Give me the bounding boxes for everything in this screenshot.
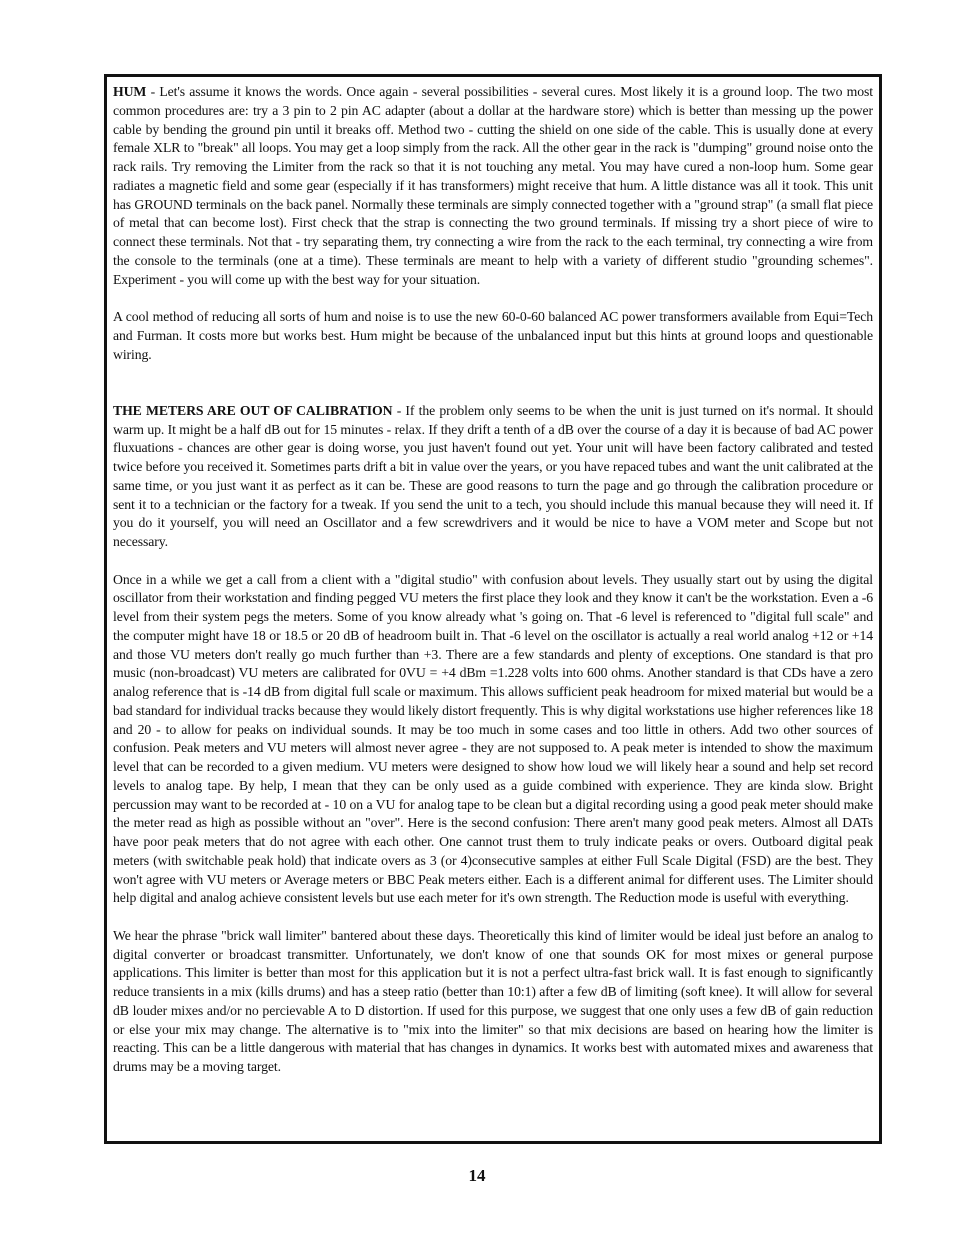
meters-heading: THE METERS ARE OUT OF CALIBRATION	[113, 402, 393, 418]
hum-paragraph-text: - Let's assume it knows the words. Once again - several possibilities - several cures. Most likely it is a ground loop. The two most common procedures are: try a 3 pin to 2 pin AC adapter (about a dollar at the hardware store) which is better than messing up the power cable by bending the ground pin until it breaks off. Method two - cutting the shield on one side of the cable. This is usually done at every female XLR to "break" all loops. You may get a loop simply from the rack. All the other gear in the rack is "dumping" ground noise onto the rack rails. Try removing the Limiter from the rack so that it is not touching any metal. You may have cured a non-loop hum. Some gear radiates a magnetic field and some gear (especially if it has transformers) might receive that hum. A little distance was all it took. This unit has GROUND terminals on the back panel. Normally these terminals are simply connected together with a "ground strap" (a small flat piece of metal that can become lost). First check that the strap is connecting the two ground terminals. If missing try a short piece of wire to connect these terminals. Not that - try separating them, try connecting a wire from the rack to the each terminal, try connecting a wire from the console to the terminals (one at a time). These terminals are meant to help with a variety of different studio "grounding schemes". Experiment - you will come up with the best way for your situation.	[113, 84, 873, 287]
digital-levels-paragraph: Once in a while we get a call from a client with a "digital studio" with confusion about levels. They usually start out by using the digital oscillator from their workstation and finding pegged VU meters the first place they look and they know it can't be the workstation. Even a -6 level from their system pegs the meters. Some of you know already what 's going on. That -6 level is referenced to "digital full scale" and the computer might have 18 or 18.5 or 20 dB of headroom built in. That -6 level on the oscillator is actually a real world analog +12 or +14 and those VU meters don't really go much further than +3. There are a few standards and plenty of exceptions. One standard is that pro music (non-broadcast) VU meters are calibrated for 0VU = +4 dBm =1.228 volts into 600 ohms. Another standard is that CDs have a zero analog reference that is -14 dB from digital full scale or maximum. This allows sufficient peak headroom for mixed material but would be a bad standard for individual tracks because they would likely distort frequently. This is why digital workstations use higher references like 18 and 20 - to allow for peaks on individual sounds. It may be too much in some cases and too little in others. Add two other sources of confusion. Peak meters and VU meters will almost never agree - they are not supposed to. A peak meter is intended to show the maximum level that can be recorded to a given medium. VU meters were designed to show how loud we will likely hear a sound and help set record levels to analog tape. By help, I mean that they can be only used as a guide combined with experience. They are kinda slow. Bright percussion may want to be recorded at - 10 on a VU for analog tape to be clean but a digital recording using a good peak meter should make the meter read as high as possible without an "over". Here is the second confusion: There aren't many good peak meters. Almost all DATs have poor peak meters that do not agree with each other. One cannot trust them to truly indicate peaks or overs. Outboard digital peak meters (with switchable peak hold) that indicate overs as 3 (or 4)consecutive samples at either Full Scale Digital (FSD) are the best. They won't agree with VU meters or Average meters or BBC Peak meters either. Each is a different animal for different uses. The Limiter should help digital and analog achieve consistent levels but use each meter for it's own strength. The Reduction mode is useful with everything.	[113, 571, 873, 906]
brick-wall-paragraph: We hear the phrase "brick wall limiter" bantered about these days. Theoretically this kind of limiter would be ideal just before an analog to digital converter or broadcast transmitter. Unfortunately, we don't know of one that sounds OK for most mixes or general purpose applications. This limiter is better than most for this application but it is not a perfect ultra-fast brick wall. It is fast enough to significantly reduce transients in a mix (kills drums) and has a steep ratio (better than 10:1) after a few dB of limiting (soft knee). It will allow for several dB louder mixes and/or no percievable A to D distortion. If used for this purpose, we suggest that one only uses a few dB of gain reduction or else your mix may change. The alternative is to "mix into the limiter" so that mix decisions are based on hearing how the limiter is reacting. This can be a little dangerous with material that has changes in dynamics. It works best with automated mixes and awareness that drums may be a moving target.	[113, 927, 873, 1074]
meters-paragraph-text: - If the problem only seems to be when the unit is just turned on it's normal. It should warm up. It might be a half dB out for 15 minutes - relax. If they drift a tenth of a dB over the course of a day it is because of bad AC power fluxuations - chances are other gear is doing worse, you just haven't found out yet. Your unit will have been factory calibrated and tested twice before you received it. Sometimes parts drift a bit in value over the years, or you have repaced tubes and want the unit calibrated at the same time, or you just want it as perfect as it can be. These are good reasons to turn the page and go through the calibration procedure or sent it to a technician or the factory for a tweak. If you send the unit to a tech, you should include this manual because they will need it. If you do it yourself, you will need an Oscillator and a few screwdrivers and it would be nice to have a VOM meter and Scope but not necessary.	[113, 402, 873, 549]
section-spacer	[113, 364, 873, 402]
hum-heading: HUM	[113, 84, 147, 99]
page-number: 14	[468, 1166, 486, 1185]
hum-transformer-paragraph: A cool method of reducing all sorts of hum and noise is to use the new 60-0-60 balanced AC power transformers available from Equi=Tech and Furman. It costs more but works best. Hum might be because of the unbalanced input but this hints at ground loops and questionable wiring.	[113, 309, 873, 362]
hum-paragraph	[113, 83, 873, 289]
meters-paragraph	[113, 402, 873, 552]
paragraph-spacer	[113, 552, 873, 571]
paragraph-spacer	[113, 908, 873, 927]
paragraph-spacer	[113, 289, 873, 308]
page-frame	[104, 74, 882, 1144]
